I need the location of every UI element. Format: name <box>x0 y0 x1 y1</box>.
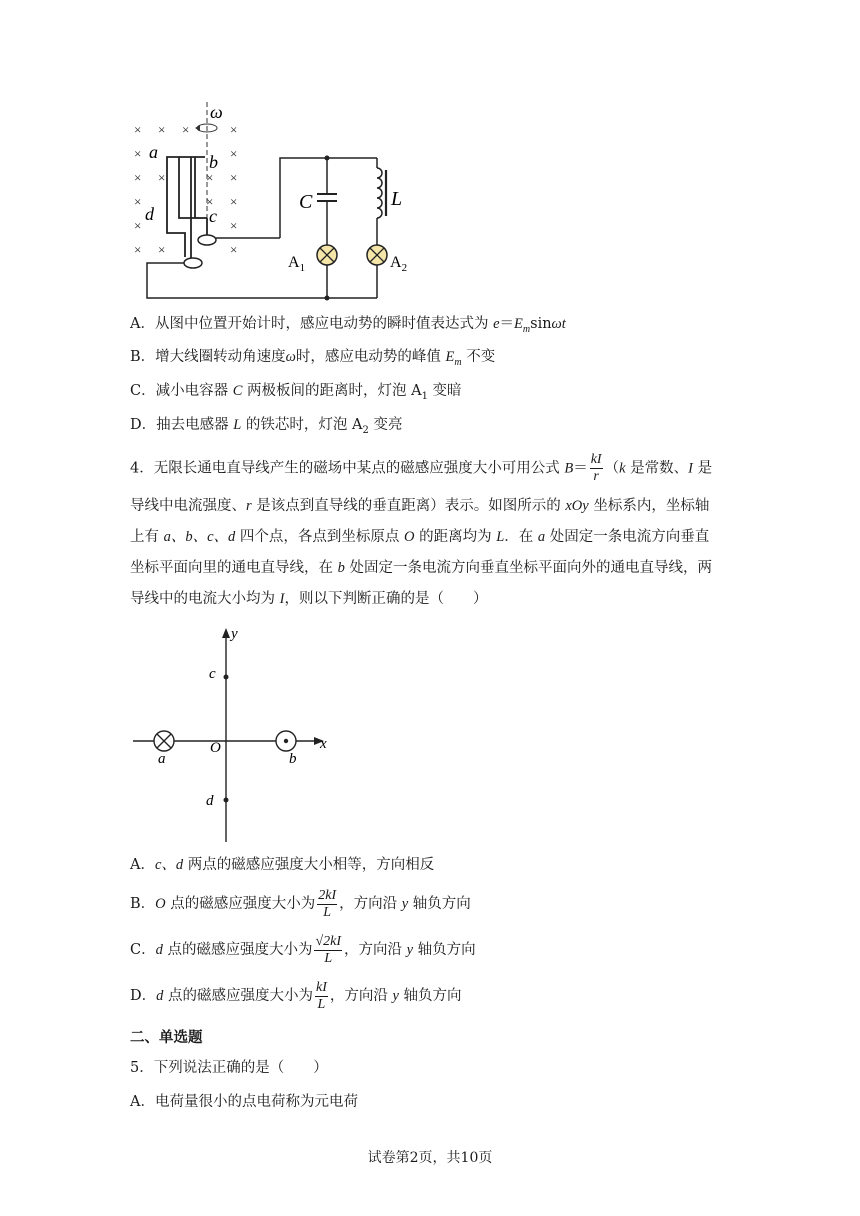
q3-option-c: C．减小电容器 C 两极板间的距离时，灯泡 $A_1$ 变暗 <box>130 383 462 402</box>
q4-stem: 4．无限长通电直导线产生的磁场中某点的磁感应强度大小可用公式 B＝ $\frac{kI}{r}$ （k 是常数、I 是 导线中电流强度、r 是该点到直导线的垂直距离）表示。如图所示的 xOy 坐标系内，坐标轴 上有 a、b、c、d 四个点，各点到坐标原点 O 的距离均为 L．在 a 处固定一条电流方向垂直 坐标平面向里的通电直导线，在 b 处固定一条电流方向垂直坐标平面向外的通电直导线，两 导线中的电流大小均为 I，则以下判断正确的是（ ） <box>130 452 713 607</box>
section-heading: 二、单选题 <box>130 1029 203 1046</box>
q4-option-c: C．d 点的磁感应强度大小为 $\frac{√2kI}{L}$ ，方向沿 y 轴负方向 <box>130 933 476 966</box>
point-b-label: b <box>289 751 297 767</box>
field-cross-mark: × <box>230 122 238 137</box>
coil-circuit-figure <box>125 100 425 305</box>
field-cross-mark: × <box>134 170 142 185</box>
field-cross-mark: × <box>158 122 166 137</box>
point-a-label: a <box>158 751 166 767</box>
lamp-a2-label: $A_2$ <box>390 254 408 274</box>
q4-option-b: B．O 点的磁感应强度大小为 $\frac{2kI}{L}$ ，方向沿 y 轴负方向 <box>130 887 471 920</box>
field-cross-mark: × <box>230 146 238 161</box>
page-footer: 试卷第2页，共10页 <box>367 1150 493 1166</box>
field-cross-mark: × <box>134 194 142 209</box>
field-cross-mark: × <box>206 194 214 209</box>
q3-option-d: D．抽去电感器 L 的铁芯时，灯泡 $A_2$ 变亮 <box>130 417 403 436</box>
origin-label: O <box>210 740 221 756</box>
omega-label: ω <box>210 102 223 122</box>
y-axis-label: y <box>231 626 238 642</box>
xoy-figure <box>128 620 348 845</box>
x-axis-label: x <box>320 736 327 752</box>
field-cross-mark: × <box>230 194 238 209</box>
field-cross-mark: × <box>206 170 214 185</box>
q4-option-a: A．c、d 两点的磁感应强度大小相等，方向相反 <box>130 857 435 873</box>
q3-option-b: B．增大线圈转动角速度ω时，感应电动势的峰值 $E_m$ 不变 <box>130 349 496 368</box>
field-cross-mark: × <box>182 122 190 137</box>
field-cross-mark: × <box>158 242 166 257</box>
q3-option-a: A．从图中位置开始计时，感应电动势的瞬时值表达式为 $e=E_m\sin\omega t$ <box>130 316 566 335</box>
q5-stem: 5．下列说法正确的是（ ） <box>130 1060 328 1076</box>
field-cross-mark: × <box>134 218 142 233</box>
field-cross-mark: × <box>134 122 142 137</box>
field-cross-mark: × <box>230 218 238 233</box>
point-d-label: d <box>206 793 214 809</box>
field-cross-mark: × <box>230 170 238 185</box>
field-cross-mark: × <box>230 242 238 257</box>
label-a: a <box>149 142 158 162</box>
field-cross-mark: × <box>134 242 142 257</box>
label-d: d <box>145 204 154 224</box>
formula-fraction: $\frac{kI}{r}$ <box>590 452 602 484</box>
capacitor-label: C <box>299 191 313 213</box>
label-c: c <box>209 206 217 226</box>
field-cross-mark: × <box>134 146 142 161</box>
q4-option-d: D．d 点的磁感应强度大小为 $\frac{kI}{L}$ ，方向沿 y 轴负方向 <box>130 979 462 1012</box>
label-b: b <box>209 152 218 172</box>
inductor-label: L <box>391 188 403 210</box>
point-c-label: c <box>209 666 216 682</box>
q5-option-a: A．电荷量很小的点电荷称为元电荷 <box>130 1094 358 1110</box>
lamp-a1-label: $A_1$ <box>288 254 306 274</box>
field-cross-mark: × <box>158 170 166 185</box>
